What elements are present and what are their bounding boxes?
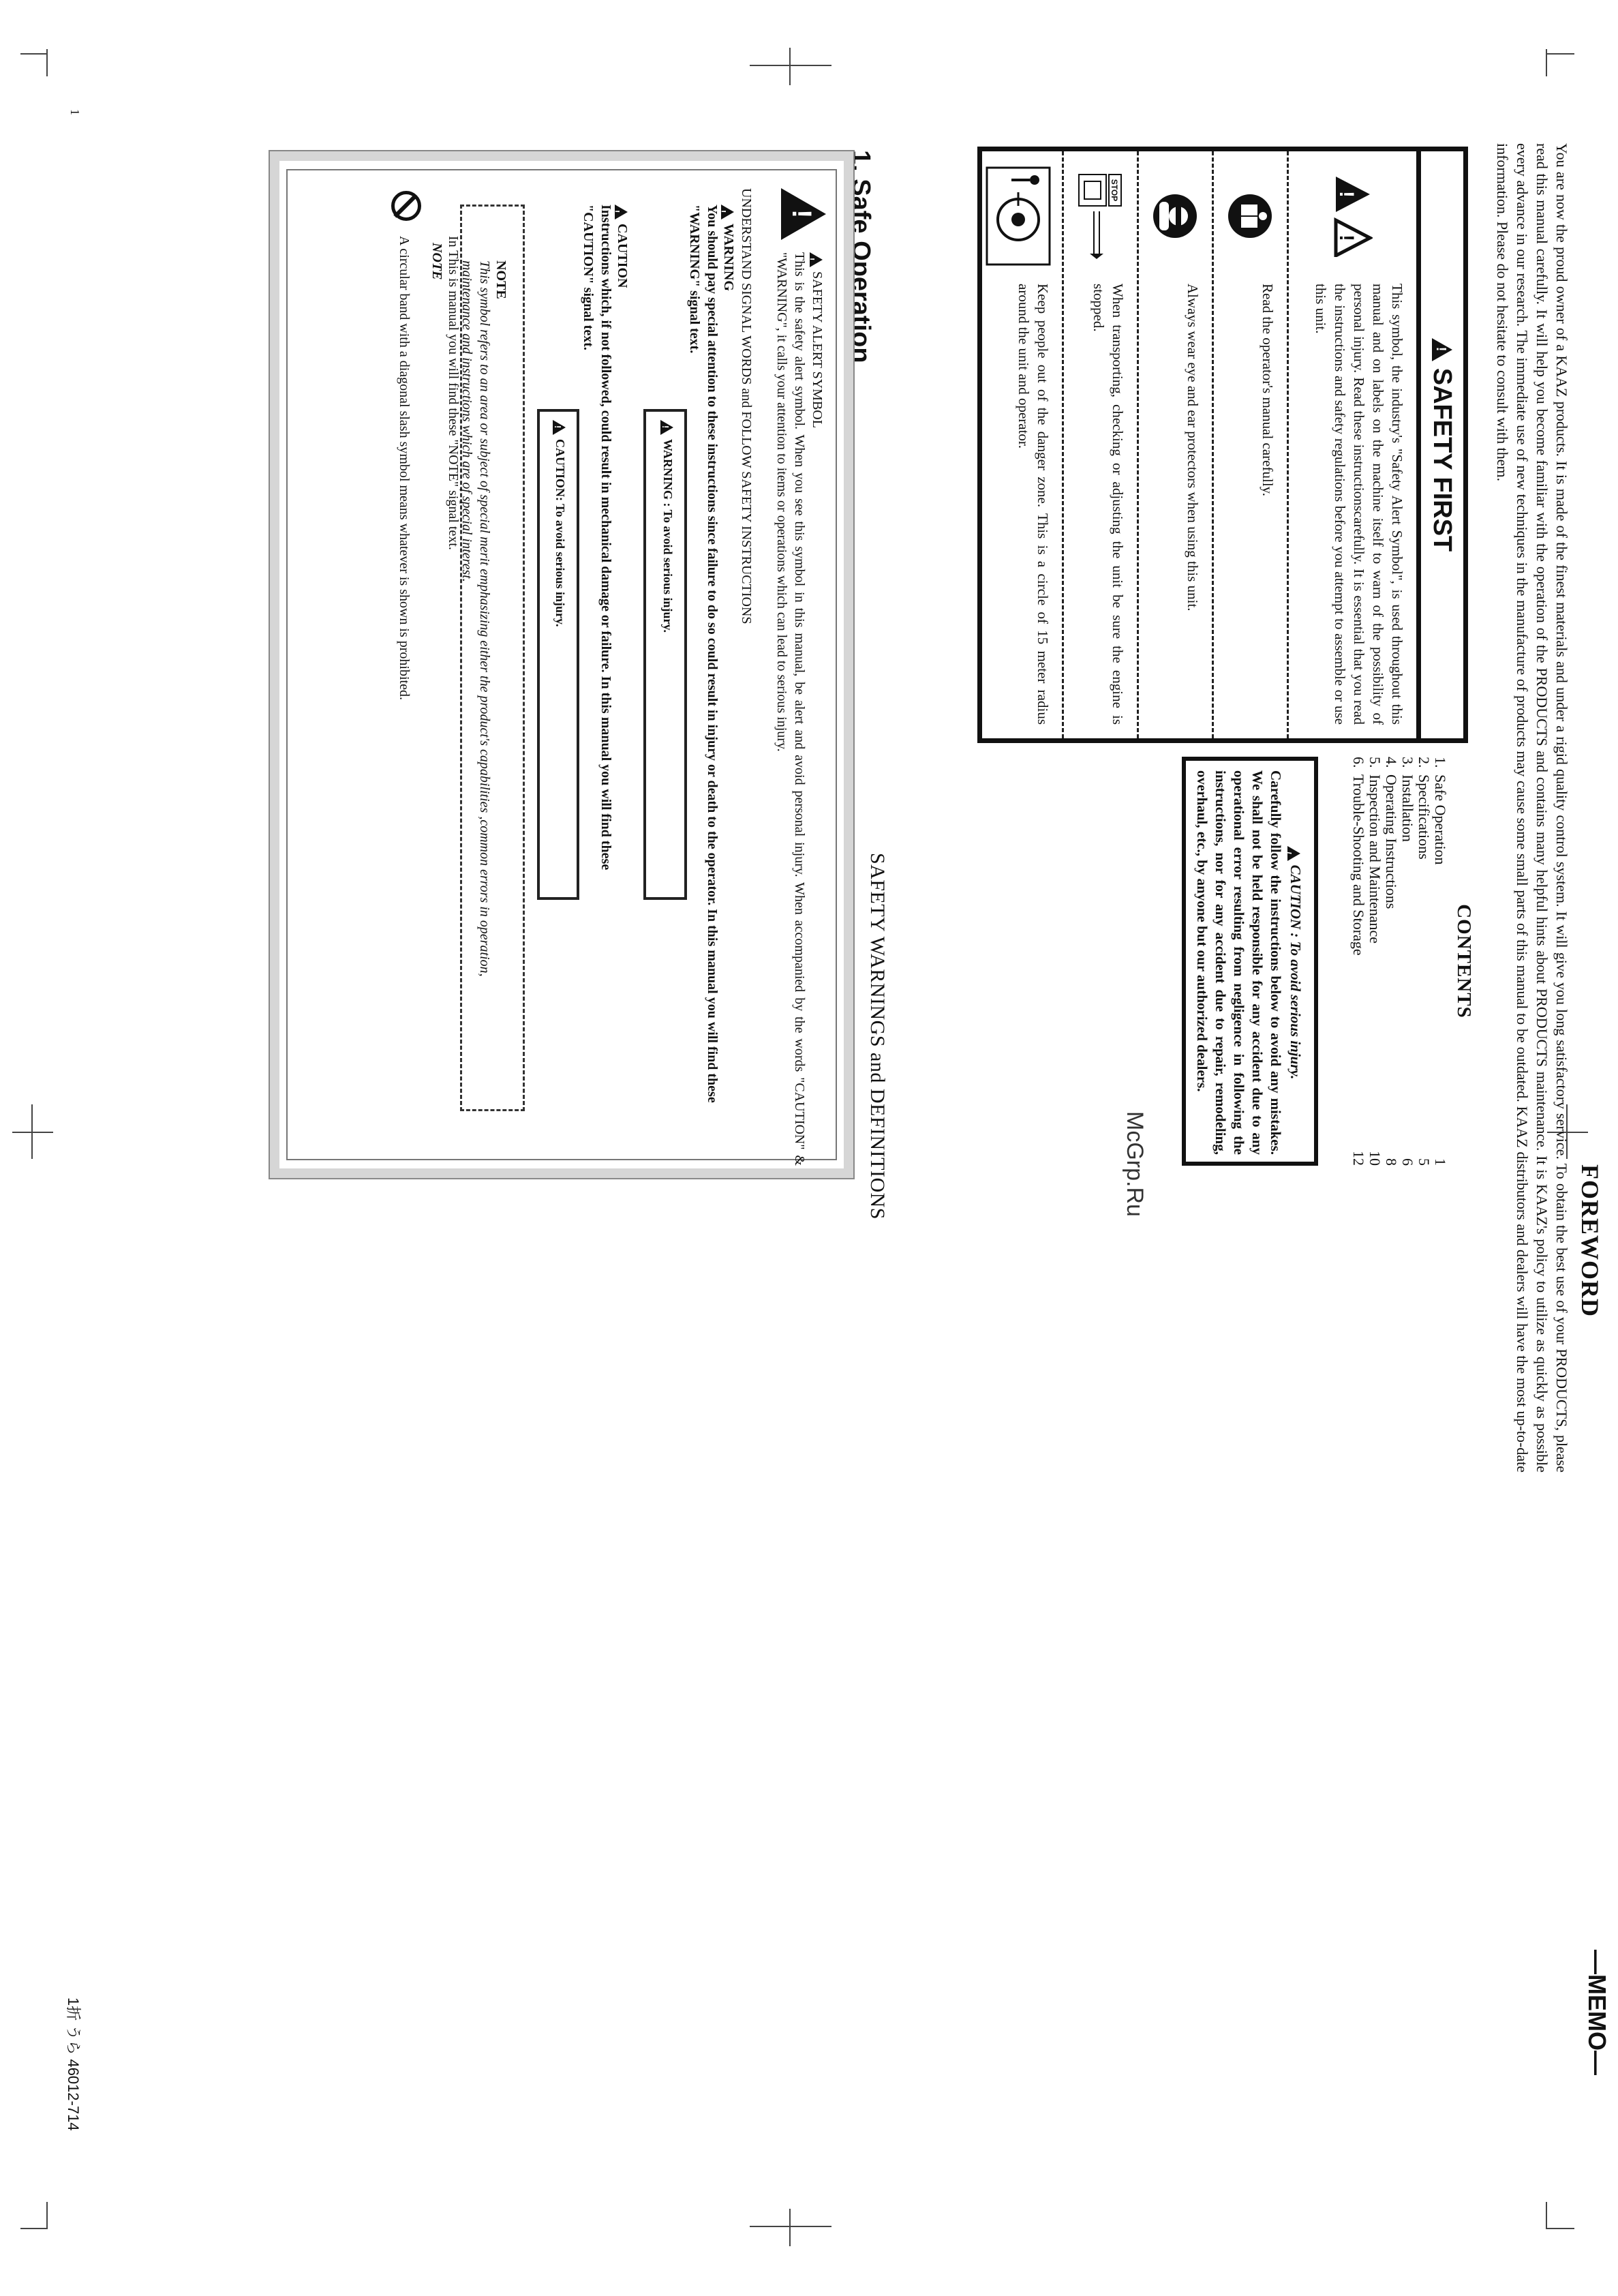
contents-title: CONTENTS [1453, 904, 1475, 1018]
safety-row [1212, 151, 1287, 738]
contents-item [1383, 757, 1399, 1166]
contents-item [1432, 757, 1448, 1166]
safety-first-header [1416, 151, 1463, 738]
warning-triangle-icon [553, 420, 566, 435]
section-title: 1. Safe Operation [846, 150, 875, 363]
contents-item [1399, 757, 1416, 1166]
contents-page: 1 [1432, 1158, 1449, 1166]
warning-triangle-icon [1287, 846, 1300, 861]
safety-first-box [977, 147, 1468, 743]
safety-row [1287, 151, 1416, 738]
caution-body: Carefully follow the instructions below to avoid any mistakes. We shall not be held responsible for any accident due to any operational error resulting from negligence in following the instructions, nor for any accident due to repair, remodeling, overhaul, etc., by anyone but our authorized dealers. [1194, 770, 1284, 1155]
safety-alert-icon [781, 188, 826, 240]
alert-description: This is the safety alert symbol. When you see this symbol in this manual, be alert and avoid personal injury. When accompanied by the words "CAUTION" & "WARNING", it calls your attention to items or operations which can lead to serious injury. [774, 252, 807, 1166]
safety-row-text: When transporting, checking or adjusting the unit be sure the engine is stopped. [1090, 284, 1126, 725]
alert-label [808, 252, 826, 428]
contents-item [1416, 757, 1432, 1166]
warning-triangle-icon [615, 205, 628, 220]
note-sublabel: NOTE [429, 243, 444, 280]
read-manual-icon [1214, 151, 1287, 281]
warning-triangle-icon [1432, 338, 1452, 361]
caution-head [1286, 770, 1304, 1155]
stop-label: STOP [1110, 179, 1120, 202]
contents-page: 5 [1416, 1158, 1433, 1166]
note-text: In This is manual you will find these "NOTE" signal text. [446, 236, 461, 550]
warning-triangle-icon [810, 252, 823, 267]
section-subtitle: SAFETY WARNINGS and DEFINITIONS [866, 853, 889, 1220]
caution-box-label [553, 420, 567, 627]
contents-num: 4. [1383, 757, 1400, 768]
safety-row-text: Keep people out of the danger zone. This is a circle of 15 meter radius around the unit and operator. [1016, 284, 1051, 725]
svg-text:!: ! [1335, 235, 1358, 241]
warning-box-label [660, 420, 675, 633]
foreword-body: You are now the proud owner of a KAAZ products. It is made of the finest materials and under a rigid quality control system. It will give you long satisfactory service. To obtain the best use of your PRODUCTS, please read this manual carefully. It will help you become familiar with the operation of the PRODUCTS and contains many helpful hints about PRODUCTS maintenance. It is KAAZ's policy to utilize as quickly as possible every advance in our research. The immediate use of new techniques in the manufacture of products may cause some small parts of this manual to be outdated. KAAZ distributors and dealers will have the most up-to-date information. Please do not hesitate to consult with them. [1494, 143, 1570, 1472]
safety-row-text: This symbol, the industry's "Safety Alert Symbol", is used throughout this manual and on labels on the machine itself to warn of the possibility of personal injury. Read these instructionscarefully. It is essential that you read the instructions and safety regulations before you attempt to assemble or use this unit. [1313, 284, 1405, 725]
note-body: This symbol refers to an area or subject of special merit emphasizing either the product's capabilities ,common errors in operation, maintenance and instructions which are of special interest. [459, 260, 492, 977]
contents-title-text: Inspection and Maintenance [1367, 774, 1384, 944]
contents-num: 6. [1350, 757, 1367, 768]
page-number: 1 [68, 109, 82, 115]
contents-title-text: Specifications [1416, 774, 1433, 860]
contents-page: 8 [1383, 1158, 1400, 1166]
caution-head-text: CAUTION : To avoid serious injury. [1287, 864, 1304, 1080]
contents-title-text: Operating Instructions [1383, 774, 1400, 909]
contents-num: 3. [1399, 757, 1416, 768]
contents-num: 5. [1367, 757, 1384, 768]
contents-title-text: Installation [1399, 774, 1416, 842]
prohibition-text: A circular band with a diagonal slash symbol means whatever is shown is prohibited. [397, 236, 412, 700]
alert-label-text: SAFETY ALERT SYMBOL [810, 271, 825, 428]
caution-example-box [537, 409, 579, 900]
memo-label: —MEMO— [1583, 1950, 1611, 2075]
warning-triangle-icon [660, 420, 673, 435]
caution-heading [613, 205, 631, 288]
warning-box-text: WARNING : To avoid serious injury. [661, 439, 675, 633]
watermark: McGrp.Ru [1122, 1111, 1148, 1217]
contents-page: 6 [1399, 1158, 1416, 1166]
contents-list [1350, 757, 1448, 1166]
stop-engine-icon [1064, 151, 1137, 281]
safety-row [975, 151, 1062, 738]
contents-page: 10 [1367, 1151, 1384, 1166]
contents-title-text: Safe Operation [1432, 774, 1449, 865]
definitions-panel [269, 150, 855, 1179]
warning-body: You should pay special attention to these instructions since failure to do so could result in injury or death to the operator. In this manual you will find these "WARNING" signal text. [687, 205, 720, 1103]
safety-first-title: SAFETY FIRST [1428, 367, 1457, 552]
caution-box-text: CAUTION: To avoid serious injury. [553, 439, 567, 627]
caution-body: Instructions which, if not followed, could result in mechanical damage or failure. In this manual you will find these "CAUTION" signal text. [581, 205, 613, 871]
contents-item [1367, 757, 1383, 1166]
contents-num: 2. [1416, 757, 1433, 768]
svg-text:!: ! [1335, 191, 1358, 198]
warning-heading [720, 205, 737, 291]
document-code: 1折 うら 46012-714 [65, 1997, 82, 2131]
double-warning-triangle-icon [1289, 151, 1416, 281]
contents-page: 12 [1350, 1151, 1367, 1166]
safety-row-text: Read the operator's manual carefully. [1260, 284, 1276, 497]
safety-row [1137, 151, 1212, 738]
safety-row [1062, 151, 1137, 738]
definitions-inner [286, 169, 837, 1166]
contents [1350, 757, 1475, 1166]
prohibition-icon [391, 191, 421, 221]
caution-heading-text: CAUTION [615, 224, 630, 288]
warning-heading-text: WARNING [721, 224, 736, 291]
contents-item [1350, 757, 1367, 1166]
contents-num: 1. [1432, 757, 1449, 768]
danger-zone-icon [975, 151, 1062, 281]
understand-heading: UNDERSTAND SIGNAL WORDS and FOLLOW SAFETY INSTRUCTIONS [739, 188, 754, 624]
warning-example-box [643, 409, 687, 900]
eye-ear-protection-icon [1139, 151, 1212, 281]
contents-caution-box [1182, 757, 1318, 1166]
safety-row-text: Always wear eye and ear protectors when using this unit. [1185, 284, 1201, 611]
contents-title-text: Trouble-Shooting and Storage [1350, 774, 1367, 956]
note-heading: NOTE [493, 260, 508, 299]
foreword-title: FOREWORD [1576, 1164, 1604, 1317]
warning-triangle-icon [721, 205, 734, 220]
